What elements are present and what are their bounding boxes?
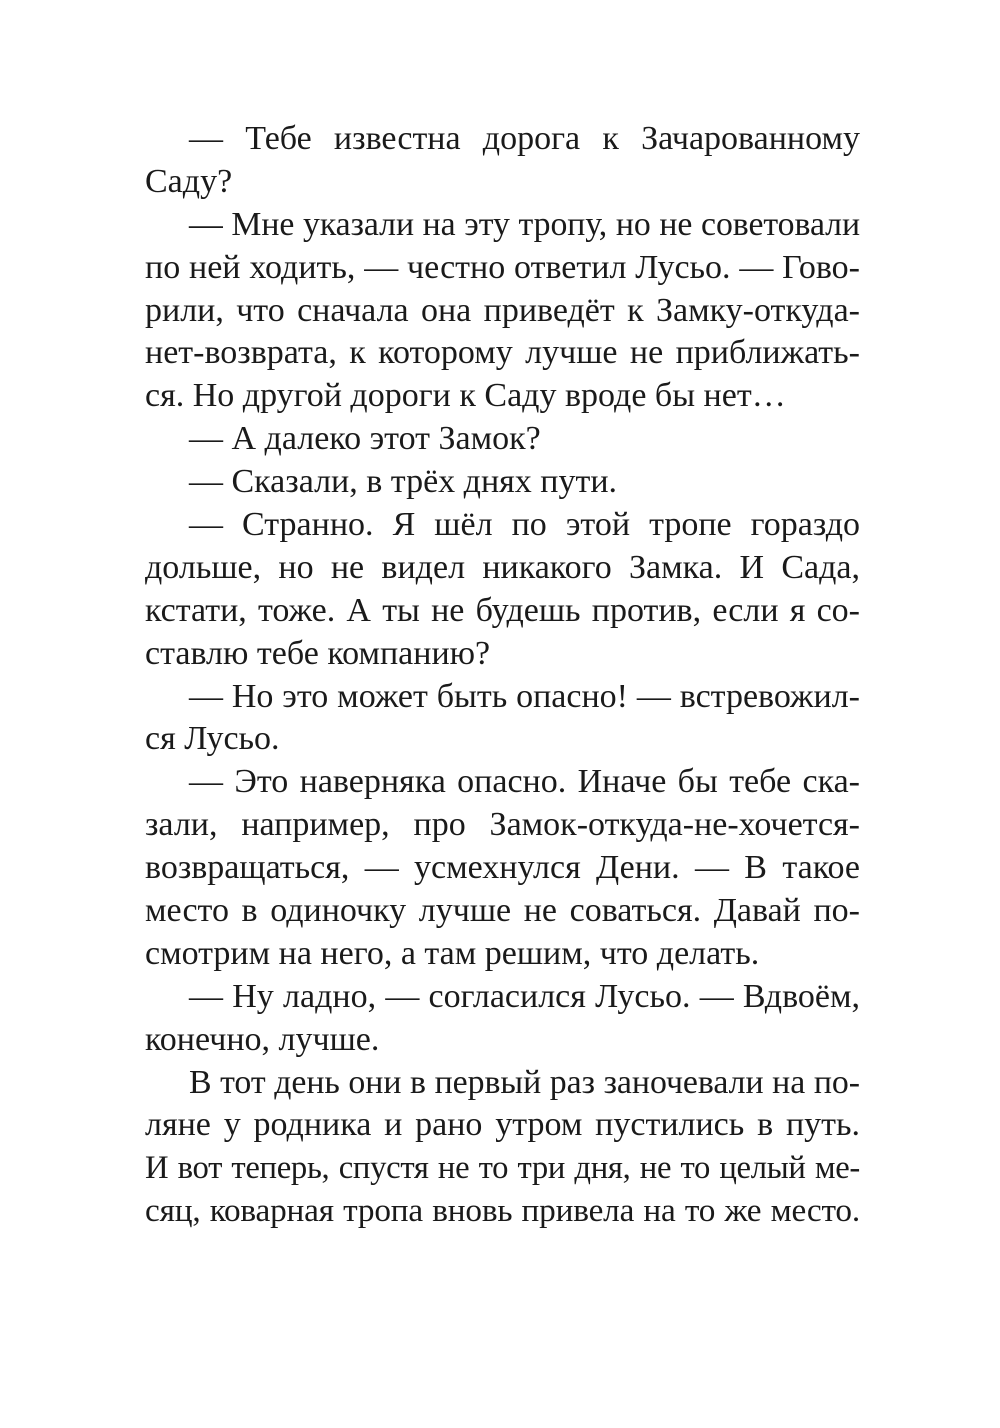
text-line: Саду? — [145, 162, 233, 200]
text-line: зали, например, про Замок-откуда-не-хочется- — [145, 806, 860, 844]
text-line: ляне у родника и рано утром пустились в путь. — [145, 1106, 860, 1144]
text-line: В тот день они в первый раз заночевали на по- — [189, 1063, 860, 1101]
text-line: — Но это может быть опасно! — встревожил- — [189, 677, 860, 715]
text-line: нет-возврата, к которому лучше не приближать- — [145, 334, 860, 372]
text-line: ставлю тебе компанию? — [145, 634, 491, 672]
text-line: сяц, коварная тропа вновь привела на то же место. — [145, 1192, 860, 1230]
text-line: смотрим на него, а там решим, что делать. — [145, 934, 760, 972]
text-line: ся. Но другой дороги к Саду вроде бы нет… — [145, 377, 786, 415]
text-line: — Тебе известна дорога к Зачарованному — [189, 120, 860, 157]
text-line: — А далеко этот Замок? — [189, 420, 541, 458]
text-line: возвращаться, — усмехнулся Дени. — В такое — [145, 849, 860, 887]
text-line: И вот теперь, спустя не то три дня, не то целый ме- — [145, 1150, 860, 1187]
text-line: по ней ходить, — честно ответил Лусьо. — Гово- — [145, 248, 860, 286]
text-line: конечно, лучше. — [145, 1020, 380, 1058]
text-line: место в одиночку лучше не соваться. Давай по- — [145, 892, 860, 930]
text-line: кстати, тоже. А ты не будешь против, если я со- — [145, 591, 860, 629]
text-line: дольше, но не видел никакого Замка. И Сада, — [145, 548, 860, 586]
text-line: ся Лусьо. — [145, 720, 280, 758]
text-line: — Странно. Я шёл по этой тропе гораздо — [189, 506, 860, 544]
text-line: рили, что сначала она приведёт к Замку-откуда- — [145, 291, 860, 329]
text-line: — Ну ладно, — согласился Лусьо. — Вдвоём, — [189, 977, 860, 1015]
page-text — [145, 118, 860, 1233]
text-line: — Это наверняка опасно. Иначе бы тебе ска- — [189, 763, 860, 801]
text-line: — Мне указали на эту тропу, но не советовали — [189, 205, 860, 243]
text-line: — Сказали, в трёх днях пути. — [189, 463, 618, 501]
